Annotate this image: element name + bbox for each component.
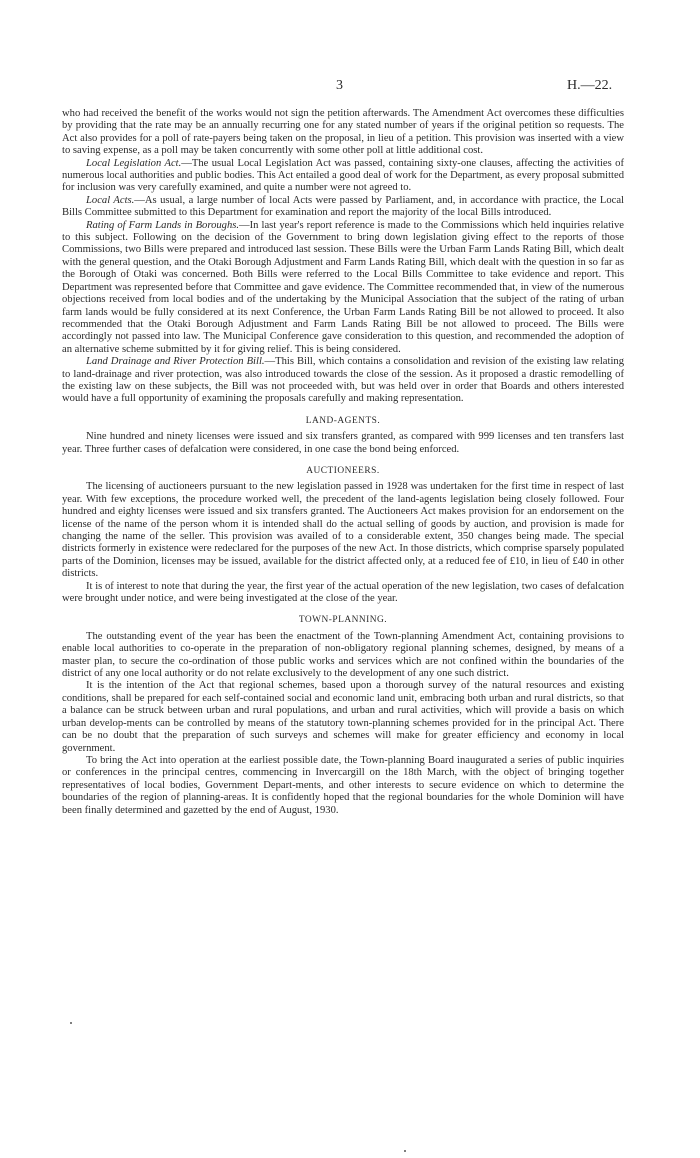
paragraph-text: —The usual Local Legislation Act was passed, containing sixty-one clauses, affecting the activities of numerous local authorities and public bodies. This Act entailed a good deal of work for the Department, as every proposal submitted for inclusion was very carefully examined, and quite a number were not agreed to.	[62, 157, 624, 194]
document-reference: H.—22.	[567, 78, 613, 93]
document-body	[62, 108, 624, 817]
section-heading-land-agents: LAND-AGENTS.	[305, 415, 381, 426]
section-heading-town-planning: TOWN-PLANNING.	[298, 615, 388, 626]
paragraph-title: Local Legislation Act.	[86, 157, 182, 169]
paragraph: It is the intention of the Act that regional schemes, based upon a thorough survey of the natural resources and existing conditions, shall be prepared for each self-contained social and economic land unit, embracing both urban and rural districts, so that a balance can be struck between urban and rural populations, and urban and rural activities, which will provide a basis on which urban develop-ments can be controlled by means of the statutory town-planning schemes provided for in the principal Act. There can be no doubt that the preparation of such surveys and schemes will make for greater efficiency and economy in local government.	[62, 680, 624, 754]
paragraph	[62, 158, 624, 195]
paragraph-title: Land Drainage and River Protection Bill.	[86, 356, 265, 368]
paragraph: It is of interest to note that during the year, the first year of the actual operation of the new legislation, two cases of defalcation were brought under notice, and were being investigated at the close of the year.	[62, 580, 624, 605]
page-header	[0, 78, 700, 98]
scan-speck	[404, 1150, 406, 1152]
paragraph: who had received the benefit of the works would not sign the petition afterwards. The Amendment Act overcomes these difficulties by providing that the rate may be an annually recurring one for any stated number of years if the original petition so requests. The Act also provides for a poll of rate-payers being taken on the proposal, in lieu of a petition. This provision was inserted with a view to saving expense, as a poll may be taken concurrently with some other poll at little additional cost.	[62, 108, 624, 157]
paragraph-text: —As usual, a large number of local Acts were passed by Parliament, and, in accordance with practice, the Local Bills Committee submitted to this Department for examination and report the majority of the local Bills introduced.	[62, 194, 625, 219]
paragraph: To bring the Act into operation at the earliest possible date, the Town-planning Board inaugurated a series of public inquiries or conferences in the principal centres, commencing in Invercargill on the 18th March, with the object of bringing together representatives of local bodies, Government Depart-ments, and other interests to secure evidence on which to determine the boundaries of the region of planning-areas. It is confidently hoped that the regional boundaries for the whole Dominion will have been finally determined and gazetted by the end of August, 1930.	[62, 754, 624, 816]
paragraph	[62, 356, 624, 406]
paragraph: The outstanding event of the year has been the enactment of the Town-planning Amendment Act, containing provisions to enable local authorities to co-operate in the preparation of non-obligatory regional planning schemes, designed, by means of a master plan, to secure the co-ordination of those public works and services which are not confined within the boundaries of the district of any one local authority or do not relate exclusively to the development of any one such district.	[62, 630, 624, 680]
scan-speck	[70, 1022, 72, 1024]
paragraph	[62, 220, 624, 356]
paragraph: Nine hundred and ninety licenses were issued and six transfers granted, as compared with 999 licenses and ten transfers last year. Three further cases of defalcation were considered, in one case the bond being enforced.	[62, 431, 624, 455]
paragraph-title: Local Acts.	[86, 194, 135, 206]
paragraph-text: —This Bill, which contains a consolidation and revision of the existing law relating to land-drainage and river protection, was also introduced towards the close of the session. As it proposed a drastic remodelling of the existing law on these subjects, the Bill was not proceeded with, but was held over in order that Boards and others interested would have a full opportunity of examining the proposals carefully and making representation.	[62, 356, 624, 405]
page-number: 3	[336, 78, 343, 93]
section-heading-auctioneers: AUCTIONEERS.	[306, 465, 380, 476]
paragraph	[62, 195, 624, 220]
paragraph-text: —In last year's report reference is made to the Commissions which held inquiries relative to this subject. Following on the decision of the Government to bring down legislation giving effect to the reports of those Commissions, two Bills were prepared and introduced last session. These Bills were the Urban Farm Lands Rating Bill, which dealt with the general question, and the Otaki Borough Adjustment and Farm Lands Rating Bill, which dealt with the question in so far as the Borough of Otaki was concerned. Both Bills were referred to the Local Bills Committee to take evidence and report. This Department was represented before that Committee and gave evidence. The Committee recommended that, in view of the numerous objections received from local bodies and of the undertaking by the Municipal Association that the subject of the rating of urban farm lands would be fully considered at its next Conference, the Urban Farm Lands Rating Bill be not allowed to proceed. It also recommended that the Otaki Borough Adjustment and Farm Lands Rating Bill be not allowed to proceed. The Bills were accordingly not passed into law. The Municipal Conference gave consideration to this question, and recommended the adoption of an alternative scheme submitted by it for giving relief. This is being considered.	[62, 219, 624, 355]
paragraph: The licensing of auctioneers pursuant to the new legislation passed in 1928 was undertaken for the first time in respect of last year. With few exceptions, the procedure worked well, the precedent of the land-agents legislation being closely followed. Four hundred and eighty licenses were issued and six transfers granted. The Auctioneers Act makes provision for an endorsement on the license of the name of the person whom it is intended shall do the actual selling of goods by auction, and provision is made for changing the name of the seller. This provision was availed of to a considerable extent, 350 changes being made. The special districts formerly in existence were redeclared for the purposes of the new Act. In those districts, which comprise sparsely populated parts of the Dominion, licenses may be issued, available for the district affected only, at a reduced fee of £10, in lieu of £40 in other districts.	[62, 481, 624, 580]
paragraph-title: Rating of Farm Lands in Boroughs.	[86, 219, 240, 231]
